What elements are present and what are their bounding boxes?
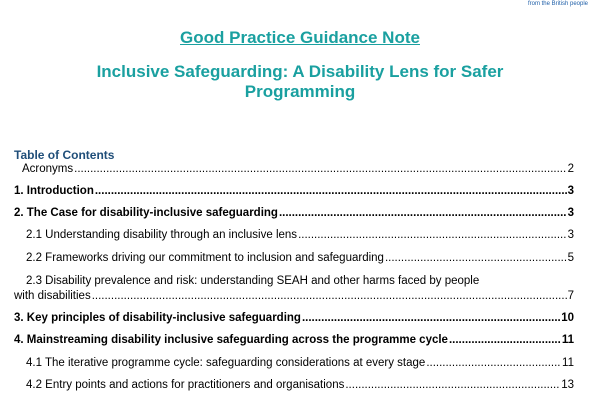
toc-entry-page: 2: [567, 163, 574, 175]
toc-entry-case-for-safeguarding[interactable]: [14, 206, 574, 220]
toc-entry-mainstreaming[interactable]: [14, 333, 574, 347]
toc-dot-leader: [426, 356, 561, 370]
toc-entry-label: 2.2 Frameworks driving our commitment to inclusion and safeguarding: [26, 252, 384, 264]
toc-entry-label: 2. The Case for disability-inclusive safeguarding: [14, 207, 278, 219]
toc-entry-label: Acronyms: [22, 163, 74, 175]
toc-dot-leader: [279, 206, 567, 220]
toc-entry-page: 11: [561, 334, 574, 346]
toc-entry-prevalence-line-1[interactable]: 2.3 Disability prevalence and risk: understanding SEAH and other harms faced by people: [26, 275, 480, 287]
toc-entry-page: 3: [567, 185, 574, 197]
toc-entry-key-principles[interactable]: [14, 311, 574, 325]
toc-heading: Table of Contents: [14, 148, 115, 162]
toc-entry-page: 10: [561, 312, 574, 324]
toc-dot-leader: [345, 378, 560, 392]
logo-tagline: from the British people: [527, 1, 588, 7]
toc-dot-leader: [92, 289, 567, 303]
document-subtitle: [0, 62, 600, 102]
toc-entry-label: 4.2 Entry points and actions for practitioners and organisations: [26, 379, 345, 391]
subtitle-line-2: Programming: [244, 82, 356, 101]
toc-entry-entry-points[interactable]: [26, 378, 574, 392]
toc-entry-label: 4.1 The iterative programme cycle: safeguarding considerations at every stage: [26, 357, 426, 369]
subtitle-line-1: Inclusive Safeguarding: A Disability Lens for Safer: [96, 62, 504, 81]
toc-dot-leader: [95, 184, 567, 198]
toc-entry-page: 7: [567, 290, 574, 302]
document-title: Good Practice Guidance Note: [180, 28, 420, 47]
toc-entry-page: 11: [562, 357, 574, 369]
toc-dot-leader: [298, 228, 567, 242]
toc-entry-label: with disabilities: [14, 290, 91, 302]
toc-entry-label: 2.1 Understanding disability through an inclusive lens: [26, 229, 298, 241]
toc-entry-programme-cycle[interactable]: [26, 356, 574, 370]
toc-entry-frameworks[interactable]: [26, 251, 574, 265]
toc-entry-label: 1. Introduction: [14, 185, 94, 197]
toc-entry-label: 4. Mainstreaming disability inclusive safeguarding across the programme cycle: [14, 334, 448, 346]
toc-entry-page: 3: [567, 207, 574, 219]
toc-dot-leader: [74, 162, 566, 176]
toc-entry-label: 3. Key principles of disability-inclusive safeguarding: [14, 312, 301, 324]
toc-entry-introduction[interactable]: [14, 184, 574, 198]
toc-entry-page: 13: [561, 379, 574, 391]
toc-dot-leader: [302, 311, 560, 325]
toc-entry-prevalence[interactable]: [14, 289, 574, 303]
toc-dot-leader: [385, 251, 567, 265]
toc-entry-page: 5: [567, 252, 574, 264]
toc-dot-leader: [449, 333, 561, 347]
toc-entry-understanding-disability[interactable]: [26, 228, 574, 242]
toc-entry-page: 3: [567, 229, 574, 241]
toc-entry-acronyms[interactable]: [22, 162, 574, 176]
